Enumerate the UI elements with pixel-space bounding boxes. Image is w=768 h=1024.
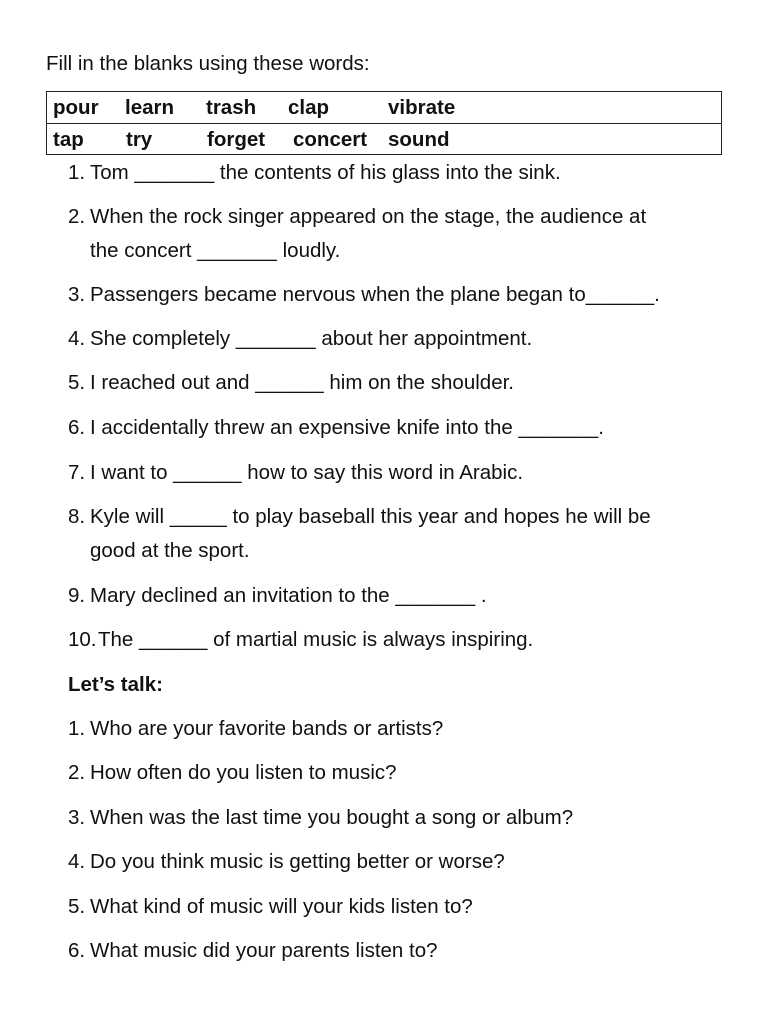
word-bank-word: trash xyxy=(206,96,257,119)
word-bank xyxy=(46,91,722,155)
word-bank-word: forget xyxy=(207,128,266,151)
item-number: 3. xyxy=(68,283,86,306)
exercise-item xyxy=(68,156,561,190)
item-text: Passengers became nervous when the plane began to______. xyxy=(90,283,660,306)
question-text: Who are your favorite bands or artists? xyxy=(90,717,444,740)
question-number: 2. xyxy=(68,761,86,784)
item-text-continued: good at the sport. xyxy=(90,539,250,562)
item-number: 5. xyxy=(68,371,86,394)
item-number: 4. xyxy=(68,327,86,350)
item-text: I want to ______ how to say this word in Arabic. xyxy=(90,461,524,484)
exercise-item xyxy=(68,500,651,568)
talk-heading: Let’s talk: xyxy=(68,673,163,696)
item-text: When the rock singer appeared on the stage, the audience at xyxy=(90,205,647,228)
word-bank-word: pour xyxy=(53,96,99,119)
word-bank-row xyxy=(47,92,721,124)
exercise-item xyxy=(68,278,660,312)
word-bank-word: try xyxy=(126,128,153,151)
item-number: 7. xyxy=(68,461,86,484)
word-bank-row xyxy=(47,124,721,156)
word-bank-word: learn xyxy=(125,96,174,119)
word-bank-word: clap xyxy=(288,96,330,119)
question-number: 6. xyxy=(68,939,86,962)
item-number: 1. xyxy=(68,161,86,184)
item-text-continued: the concert _______ loudly. xyxy=(90,239,341,262)
question-number: 1. xyxy=(68,717,86,740)
item-number: 6. xyxy=(68,416,86,439)
question-text: How often do you listen to music? xyxy=(90,761,397,784)
question-number: 4. xyxy=(68,850,86,873)
question-number: 5. xyxy=(68,895,86,918)
talk-question xyxy=(68,890,473,924)
word-bank-word: concert xyxy=(293,128,368,151)
word-bank-word: sound xyxy=(388,128,450,151)
item-number: 9. xyxy=(68,584,86,607)
item-text: Kyle will _____ to play baseball this year and hopes he will be xyxy=(90,505,651,528)
item-number: 2. xyxy=(68,205,86,228)
exercise-item xyxy=(68,456,523,490)
word-bank-word: vibrate xyxy=(388,96,456,119)
word-bank-word: tap xyxy=(53,128,84,151)
item-number: 10. xyxy=(68,628,97,651)
exercise-item xyxy=(68,579,487,613)
exercise-item xyxy=(68,623,533,657)
talk-question xyxy=(68,756,397,790)
item-number: 8. xyxy=(68,505,86,528)
talk-question xyxy=(68,801,573,835)
talk-question xyxy=(68,712,443,746)
exercise-item xyxy=(68,322,532,356)
question-text: What kind of music will your kids listen to? xyxy=(90,895,473,918)
item-text: Mary declined an invitation to the _______ . xyxy=(90,584,487,607)
question-number: 3. xyxy=(68,806,86,829)
question-text: What music did your parents listen to? xyxy=(90,939,438,962)
exercise-item xyxy=(68,366,514,400)
question-text: When was the last time you bought a song or album? xyxy=(90,806,574,829)
item-text: I reached out and ______ him on the shoulder. xyxy=(90,371,514,394)
instruction-text: Fill in the blanks using these words: xyxy=(46,52,370,75)
exercise-item xyxy=(68,200,646,268)
exercise-item xyxy=(68,411,604,445)
item-text: Tom _______ the contents of his glass into the sink. xyxy=(90,161,561,184)
talk-question xyxy=(68,934,438,968)
question-text: Do you think music is getting better or worse? xyxy=(90,850,505,873)
item-text: I accidentally threw an expensive knife into the _______. xyxy=(90,416,604,439)
talk-question xyxy=(68,845,505,879)
item-text: The ______ of martial music is always inspiring. xyxy=(98,628,534,651)
item-text: She completely _______ about her appointment. xyxy=(90,327,533,350)
